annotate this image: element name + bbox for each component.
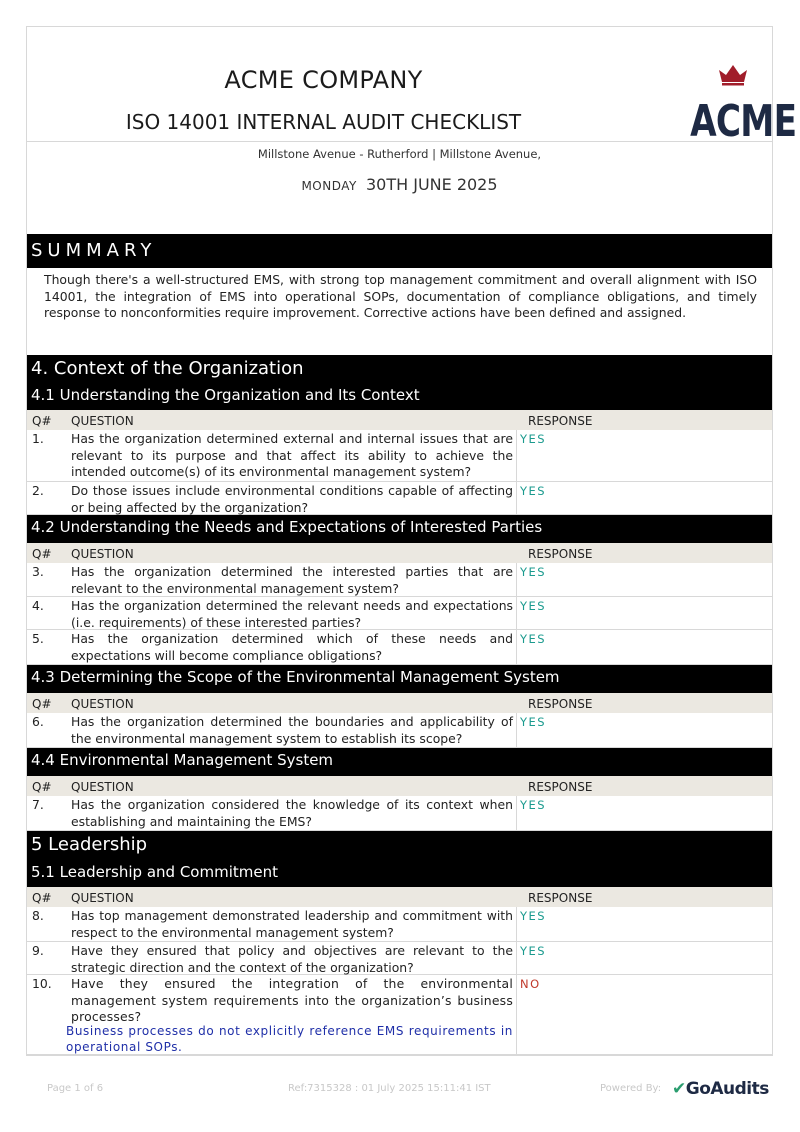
subsection-heading: 5.1 Leadership and Commitment [27,860,772,887]
response-value: YES [520,909,547,923]
response-value: YES [520,715,547,729]
question-text: Has the organization considered the knowledge of its context when establishing and maintaining the EMS? [71,797,513,829]
crown-icon [717,64,749,86]
question-text: Do those issues include environmental conditions capable of affecting or being affected by the organization? [71,483,513,515]
response-value: YES [520,484,547,498]
audit-date [26,175,773,194]
response-value: YES [520,944,547,958]
goaudits-logo [672,1079,769,1099]
col-response: RESPONSE [528,547,593,561]
question-text: Has top management demonstrated leadership and commitment with respect to the environmental management system? [71,908,513,940]
question-number: 10. [32,976,52,991]
question-text: Have they ensured that policy and objectives are relevant to the strategic direction and the context of the organization? [71,943,513,975]
question-number: 5. [32,631,44,646]
question-text: Has the organization determined the relevant needs and expectations (i.e. requirements) of these interested parties? [71,598,513,630]
question-row [27,563,772,597]
response-value: NO [520,977,541,991]
col-num: Q# [32,414,52,428]
col-num: Q# [32,891,52,905]
section-heading: 5 Leadership [27,831,772,860]
response-value: YES [520,565,547,579]
question-number: 3. [32,564,44,579]
question-row [27,630,772,665]
question-number: 4. [32,598,44,613]
response-value: YES [520,798,547,812]
subsection-heading: 4.1 Understanding the Organization and Its Context [27,383,772,410]
col-question: QUESTION [71,780,134,794]
question-row [27,430,772,482]
question-row [27,482,772,515]
question-text: Has the organization determined the boundaries and applicability of the environmental management system to establish its scope? [71,714,513,746]
subsection-heading: 4.2 Understanding the Needs and Expectations of Interested Parties [27,515,772,543]
col-num: Q# [32,697,52,711]
column-header [27,887,772,907]
logo-text: ACME [690,96,797,147]
question-row [27,597,772,630]
response-value: YES [520,599,547,613]
col-question: QUESTION [71,547,134,561]
col-question: QUESTION [71,697,134,711]
question-number: 2. [32,483,44,498]
response-value: YES [520,432,547,446]
col-response: RESPONSE [528,780,593,794]
col-question: QUESTION [71,891,134,905]
question-row [27,975,772,1055]
question-number: 7. [32,797,44,812]
column-header [27,693,772,713]
question-text: Has the organization determined which of these needs and expectations will become compliance obligations? [71,631,513,663]
summary-heading: SUMMARY [27,234,772,268]
subsection-heading: 4.3 Determining the Scope of the Environmental Management System [27,665,772,693]
col-response: RESPONSE [528,891,593,905]
powered-by-label: Powered By: [600,1083,662,1094]
question-number: 1. [32,431,44,446]
question-number: 9. [32,943,44,958]
column-header [27,543,772,563]
col-question: QUESTION [71,414,134,428]
section-heading: 4. Context of the Organization [27,355,772,383]
company-name: ACME COMPANY [224,66,423,94]
question-number: 8. [32,908,44,923]
question-row [27,713,772,748]
col-response: RESPONSE [528,697,593,711]
column-header [27,410,772,430]
auditor-note: Business processes do not explicitly reference EMS requirements in operational SOPs. [66,1024,513,1054]
col-response: RESPONSE [528,414,593,428]
audit-date-value: 30TH JUNE 2025 [365,175,498,194]
question-row [27,907,772,942]
site-address: Millstone Avenue - Rutherford | Millstone Avenue, [257,147,542,161]
question-number: 6. [32,714,44,729]
question-text: Have they ensured the integration of the environmental management system requirements into the organization’s business processes? [71,976,513,1024]
document-title: ISO 14001 INTERNAL AUDIT CHECKLIST [125,110,522,134]
response-value: YES [520,632,547,646]
audit-day: MONDAY [301,179,357,193]
page-number: Page 1 of 6 [47,1083,104,1094]
report-header [26,26,797,147]
question-row [27,796,772,831]
summary-text: Though there's a well-structured EMS, with strong top management commitment and overall alignment with ISO 14001, the integration of EMS into operational SOPs, documentation of compliance obligations, and timely response to nonconformities require improvement. Corrective actions have been defined and assigned. [44,272,757,320]
checkmark-icon: ✔ [672,1079,686,1099]
question-text: Has the organization determined the interested parties that are relevant to the environmental management system? [71,564,513,596]
col-num: Q# [32,547,52,561]
goaudits-brand: GoAudits [685,1079,769,1099]
report-reference: Ref:7315328 : 01 July 2025 15:11:41 IST [288,1083,491,1094]
acme-logo [678,64,797,150]
col-num: Q# [32,780,52,794]
question-row [27,942,772,975]
question-text: Has the organization determined external and internal issues that are relevant to its purpose and that affect its ability to achieve the intended outcome(s) of its environmental management system? [71,431,513,479]
column-header [27,776,772,796]
subsection-heading: 4.4 Environmental Management System [27,748,772,776]
